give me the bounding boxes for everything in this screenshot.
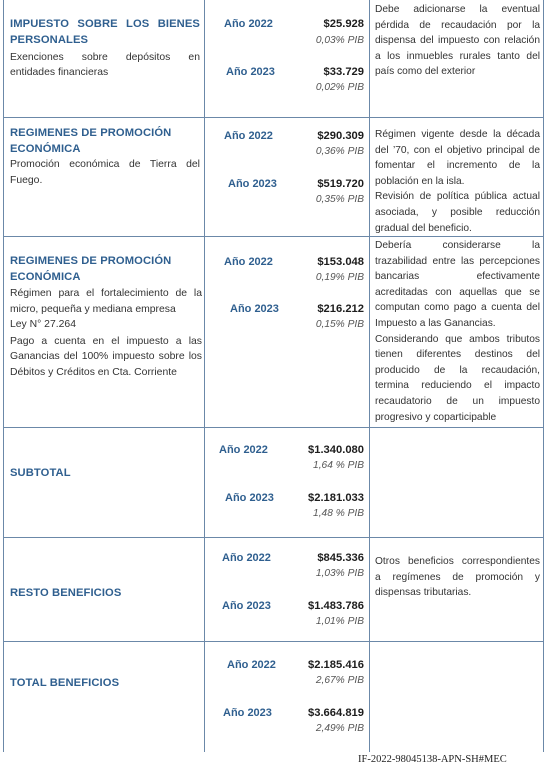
row-note: Otros beneficios correspondientes a regímenes de promoción y dispensas tributarias. [375, 556, 540, 599]
row-title: REGIMENES DE PROMOCIÓN ECONÓMICA [10, 255, 172, 283]
amount-value: $1.340.080 [308, 444, 364, 456]
row-description: Régimen para el fortalecimiento de la micro, pequeña y mediana empresa Ley N° 27.264 Pago a cuenta en el impuesto a las Ganancias del 100% impuesto sobre los Débitos y Créditos en Cta. Corriente [10, 288, 202, 378]
year-label: Año 2023 [226, 66, 275, 78]
pib-value: 2,49% PIB [315, 723, 364, 734]
pib-value: 0,36% PIB [315, 146, 364, 157]
year-label: Año 2023 [223, 707, 272, 719]
year-label: Año 2022 [222, 552, 271, 564]
pib-value: 0,19% PIB [315, 272, 364, 283]
amount-value: $3.664.819 [308, 707, 364, 719]
year-label: Año 2022 [224, 18, 273, 30]
year-label: Año 2022 [227, 659, 276, 671]
amount-value: $2.181.033 [308, 492, 364, 504]
amount-value: $33.729 [323, 66, 364, 78]
pib-value: 0,03% PIB [315, 35, 364, 46]
pib-value: 0,35% PIB [315, 194, 364, 205]
row-title: IMPUESTO SOBRE LOS BIENES [10, 18, 200, 30]
amount-value: $25.928 [323, 18, 364, 30]
year-label: Año 2022 [224, 256, 273, 268]
table-row [4, 538, 543, 642]
row-title: SUBTOTAL [10, 467, 71, 479]
pib-value: 0,15% PIB [315, 319, 364, 330]
row-note: Debería considerarse la trazabilidad entre las percepciones bancarias efectivamente acreditadas con aquellas que se computan como pago a cuenta del Impuesto a las Ganancias. Considerando que ambos tributos tienen diferentes destinos del producido de la recaudación, termina reduciendo el impacto recaudatorio de un impuesto progresivo y coparticipable [375, 240, 540, 423]
pib-value: 0,02% PIB [315, 82, 364, 93]
pib-value: 1,64 % PIB [313, 460, 364, 471]
row-title: REGIMENES DE PROMOCIÓN ECONÓMICA [10, 127, 172, 155]
pib-value: 1,03% PIB [315, 568, 364, 579]
pib-value: 1,01% PIB [315, 616, 364, 627]
row-description: Promoción económica de Tierra del Fuego. [10, 159, 200, 186]
table-row [4, 118, 543, 237]
year-label: Año 2022 [219, 444, 268, 456]
amount-value: $290.309 [317, 130, 364, 142]
amount-value: $2.185.416 [308, 659, 364, 671]
year-label: Año 2022 [224, 130, 273, 142]
row-description: entidades financieras [10, 67, 109, 78]
amount-value: $153.048 [317, 256, 364, 268]
amount-value: $216.212 [317, 303, 364, 315]
row-title: TOTAL BENEFICIOS [10, 677, 120, 689]
year-label: Año 2023 [225, 492, 274, 504]
table-row [4, 428, 543, 538]
row-title: RESTO BENEFICIOS [10, 587, 122, 599]
table-row [4, 0, 543, 118]
year-label: Año 2023 [230, 303, 279, 315]
table-row [4, 642, 543, 752]
row-note: Régimen vigente desde la década del ’70, con el objetivo principal de fomentar el incremento de la población en la isla. Revisión de política pública actual asociada, y posible reducción gradual del beneficio. [375, 129, 540, 234]
amount-value: $1.483.786 [308, 600, 364, 612]
document-id-footer: IF-2022-98045138-APN-SH#MEC [358, 754, 507, 765]
row-note: Debe adicionarse la eventual pérdida de recaudación por la dispensa del impuesto con relación a los inmuebles rurales tanto del país como del exterior [375, 4, 540, 78]
row-description: Exenciones sobre depósitos en [10, 52, 200, 63]
amount-value: $845.336 [317, 552, 364, 564]
amount-value: $519.720 [317, 178, 364, 190]
pib-value: 1,48 % PIB [313, 508, 364, 519]
year-label: Año 2023 [222, 600, 271, 612]
benefits-table [3, 0, 544, 752]
year-label: Año 2023 [228, 178, 277, 190]
pib-value: 2,67% PIB [315, 675, 364, 686]
table-row [4, 237, 543, 428]
row-title: PERSONALES [10, 34, 89, 46]
